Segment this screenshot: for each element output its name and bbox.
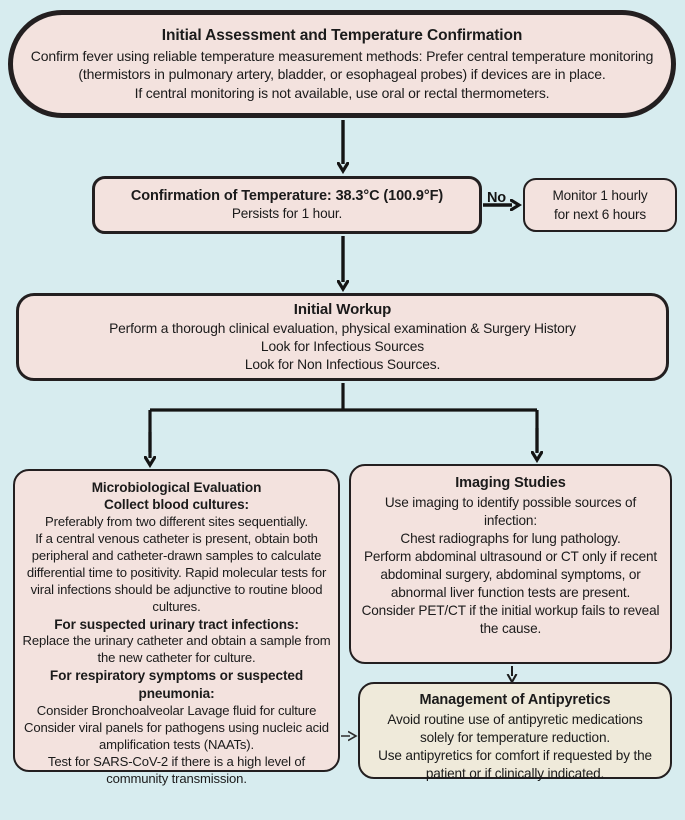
node-initial-assessment-line-3: If central monitoring is not available, use oral or rectal thermometers. xyxy=(134,84,550,101)
node-microbiology-body3-line-4: Test for SARS-CoV-2 if there is a high level of xyxy=(47,753,306,769)
node-monitor-line-1: Monitor 1 hourly xyxy=(552,187,648,203)
node-microbiology-subtitle-respiratory-line-1: For respiratory symptoms or suspected xyxy=(49,668,304,684)
node-initial-assessment-line-1: Confirm fever using reliable temperature measurement methods: Prefer central temperature monitoring xyxy=(30,48,654,65)
node-microbiology-body2-line-1: Replace the urinary catheter and obtain a sample from xyxy=(22,633,331,649)
node-initial-workup-title: Initial Workup xyxy=(293,301,392,319)
node-microbiology-subtitle-uti: For suspected urinary tract infections: xyxy=(54,616,299,632)
node-microbiology-body1-line-3: peripheral and catheter-drawn samples to calculate xyxy=(31,547,322,563)
node-imaging-line-7: Consider PET/CT if the initial workup fails to reveal xyxy=(361,603,660,619)
edge-label-no: No xyxy=(487,190,506,206)
node-microbiology-body1-line-2: If a central venous catheter is present, obtain both xyxy=(35,531,318,547)
node-microbiological-evaluation xyxy=(13,469,340,786)
node-confirmation-of-temperature xyxy=(92,176,482,234)
node-imaging-line-8: the cause. xyxy=(479,621,542,637)
node-initial-assessment-line-2: (thermistors in pulmonary artery, bladder, or esophageal probes) if devices are in place. xyxy=(78,66,606,83)
node-microbiology-body2-line-2: the new catheter for culture. xyxy=(97,650,256,666)
node-antipyretics-line-2: solely for temperature reduction. xyxy=(420,729,610,745)
node-monitor-line-2: for next 6 hours xyxy=(553,207,647,222)
node-imaging-line-2: infection: xyxy=(484,512,537,528)
node-microbiology-subtitle-respiratory-line-2: pneumonia: xyxy=(138,686,215,702)
node-initial-workup xyxy=(16,293,669,381)
node-monitor-hourly xyxy=(523,178,677,232)
node-initial-workup-line-2: Look for Infectious Sources xyxy=(260,339,425,355)
node-initial-assessment-title: Initial Assessment and Temperature Confirmation xyxy=(161,27,523,45)
node-initial-workup-line-3: Look for Non Infectious Sources. xyxy=(244,357,441,373)
node-microbiology-body3-line-3: amplification tests (NAATs). xyxy=(99,736,254,752)
node-initial-assessment xyxy=(8,10,676,118)
node-microbiology-title: Microbiological Evaluation xyxy=(91,480,262,495)
node-microbiology-body1-line-6: cultures. xyxy=(152,598,201,614)
node-management-of-antipyretics xyxy=(358,682,672,779)
node-microbiology-body3-line-5: community transmission. xyxy=(106,770,247,786)
node-imaging-line-4: Perform abdominal ultrasound or CT only if recent xyxy=(363,548,658,564)
node-microbiology-body3-line-2: Consider viral panels for pathogens using nucleic acid xyxy=(24,719,329,735)
node-imaging-line-6: abnormal liver function tests are present. xyxy=(390,584,631,600)
edge-workup-split xyxy=(150,383,537,458)
node-confirmation-line-1: Persists for 1 hour. xyxy=(231,206,343,222)
node-antipyretics-line-4: patient or if clinically indicated. xyxy=(425,765,605,781)
node-microbiology-body3-line-1: Consider Bronchoalveolar Lavage fluid for culture xyxy=(36,702,317,718)
node-imaging-studies xyxy=(349,464,672,664)
node-initial-workup-line-1: Perform a thorough clinical evaluation, physical examination & Surgery History xyxy=(109,321,576,337)
node-imaging-title: Imaging Studies xyxy=(455,475,566,491)
node-microbiology-subtitle-blood-cultures: Collect blood cultures: xyxy=(104,497,249,513)
node-microbiology-body1-line-4: differential time to positivity. Rapid molecular tests for xyxy=(26,564,327,580)
node-microbiology-body1-line-1: Preferably from two different sites sequentially. xyxy=(45,514,308,530)
node-antipyretics-line-3: Use antipyretics for comfort if requested by the xyxy=(378,747,652,763)
node-imaging-line-5: abdominal surgery, abdominal symptoms, or xyxy=(380,566,641,582)
node-antipyretics-line-1: Avoid routine use of antipyretic medications xyxy=(387,711,643,727)
node-microbiology-body1-line-5: viral infections should be adjunctive to routine blood xyxy=(30,581,323,597)
node-confirmation-title: Confirmation of Temperature: 38.3°C (100.9°F) xyxy=(130,187,444,204)
node-imaging-line-1: Use imaging to identify possible sources of xyxy=(384,494,637,510)
node-imaging-line-3: Chest radiographs for lung pathology. xyxy=(400,530,621,546)
node-antipyretics-title: Management of Antipyretics xyxy=(419,692,611,708)
